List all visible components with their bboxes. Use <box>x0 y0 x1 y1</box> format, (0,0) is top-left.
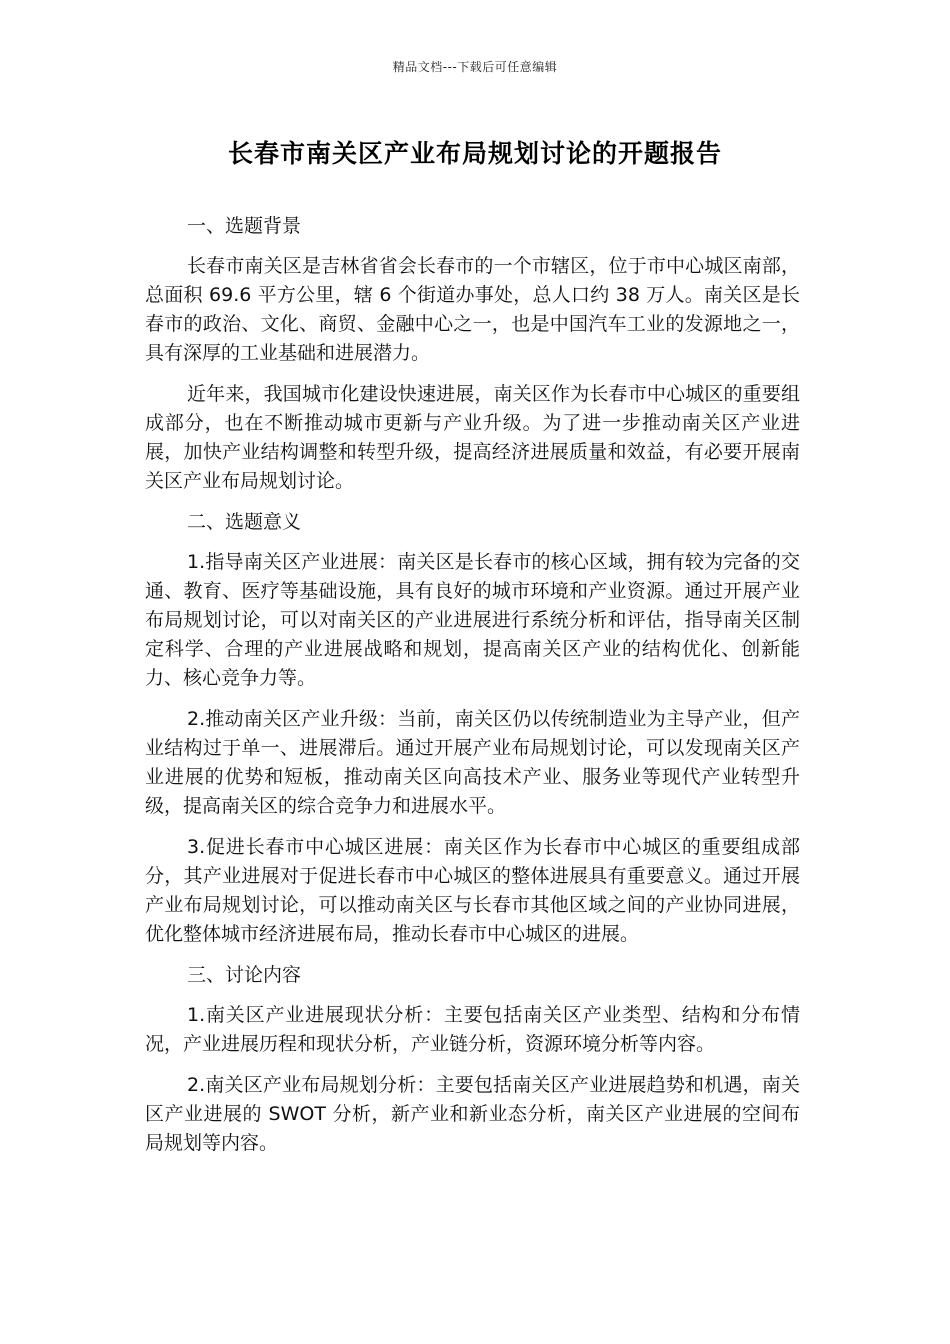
document-body <box>145 212 800 1170</box>
header-note: 精品文档---下载后可任意编辑 <box>392 60 558 74</box>
paragraph-significance-2: 2.推动南关区产业升级：当前，南关区仍以传统制造业为主导产业，但产业结构过于单一、进展滞后。通过开展产业布局规划讨论，可以发现南关区产业进展的优势和短板，推动南关区向高技术产业、服务业等现代产业转型升级，提高南关区的综合竞争力和进展水平。 <box>145 708 800 817</box>
paragraph-content-1: 1.南关区产业进展现状分析：主要包括南关区产业类型、结构和分布情况，产业进展历程和现状分析，产业链分析，资源环境分析等内容。 <box>145 1004 800 1055</box>
section-heading-content: 三、讨论内容 <box>187 964 302 986</box>
paragraph-significance-1: 1.指导南关区产业进展：南关区是长春市的核心区域，拥有较为完备的交通、教育、医疗等基础设施，具有良好的城市环境和产业资源。通过开展产业布局规划讨论，可以对南关区的产业进展进行系统分析和评估，指导南关区制定科学、合理的产业进展战略和规划，提高南关区产业的结构优化、创新能力、核心竞争力等。 <box>145 551 800 689</box>
paragraph-significance-3: 3.促进长春市中心城区进展：南关区作为长春市中心城区的重要组成部分，其产业进展对于促进长春市中心城区的整体进展具有重要意义。通过开展产业布局规划讨论，可以推动南关区与长春市其他区域之间的产业协同进展，优化整体城市经济进展布局，推动长春市中心城区的进展。 <box>145 836 800 945</box>
paragraph-background-1: 长春市南关区是吉林省省会长春市的一个市辖区，位于市中心城区南部，总面积 69.6 平方公里，辖 6 个街道办事处，总人口约 38 万人。南关区是长春市的政治、文化、商贸、金融中心之一，也是中国汽车工业的发源地之一，具有深厚的工业基础和进展潜力。 <box>145 255 800 364</box>
document-title: 长春市南关区产业布局规划讨论的开题报告 <box>227 139 722 168</box>
paragraph-content-2: 2.南关区产业布局规划分析：主要包括南关区产业进展趋势和机遇，南关区产业进展的 SWOT 分析，新产业和新业态分析，南关区产业进展的空间布局规划等内容。 <box>145 1074 800 1154</box>
section-heading-background: 一、选题背景 <box>187 215 302 237</box>
paragraph-background-2: 近年来，我国城市化建设快速进展，南关区作为长春市中心城区的重要组成部分，也在不断推动城市更新与产业升级。为了进一步推动南关区产业进展，加快产业结构调整和转型升级，提高经济进展质量和效益，有必要开展南关区产业布局规划讨论。 <box>145 383 800 492</box>
section-heading-significance: 二、选题意义 <box>187 511 302 533</box>
